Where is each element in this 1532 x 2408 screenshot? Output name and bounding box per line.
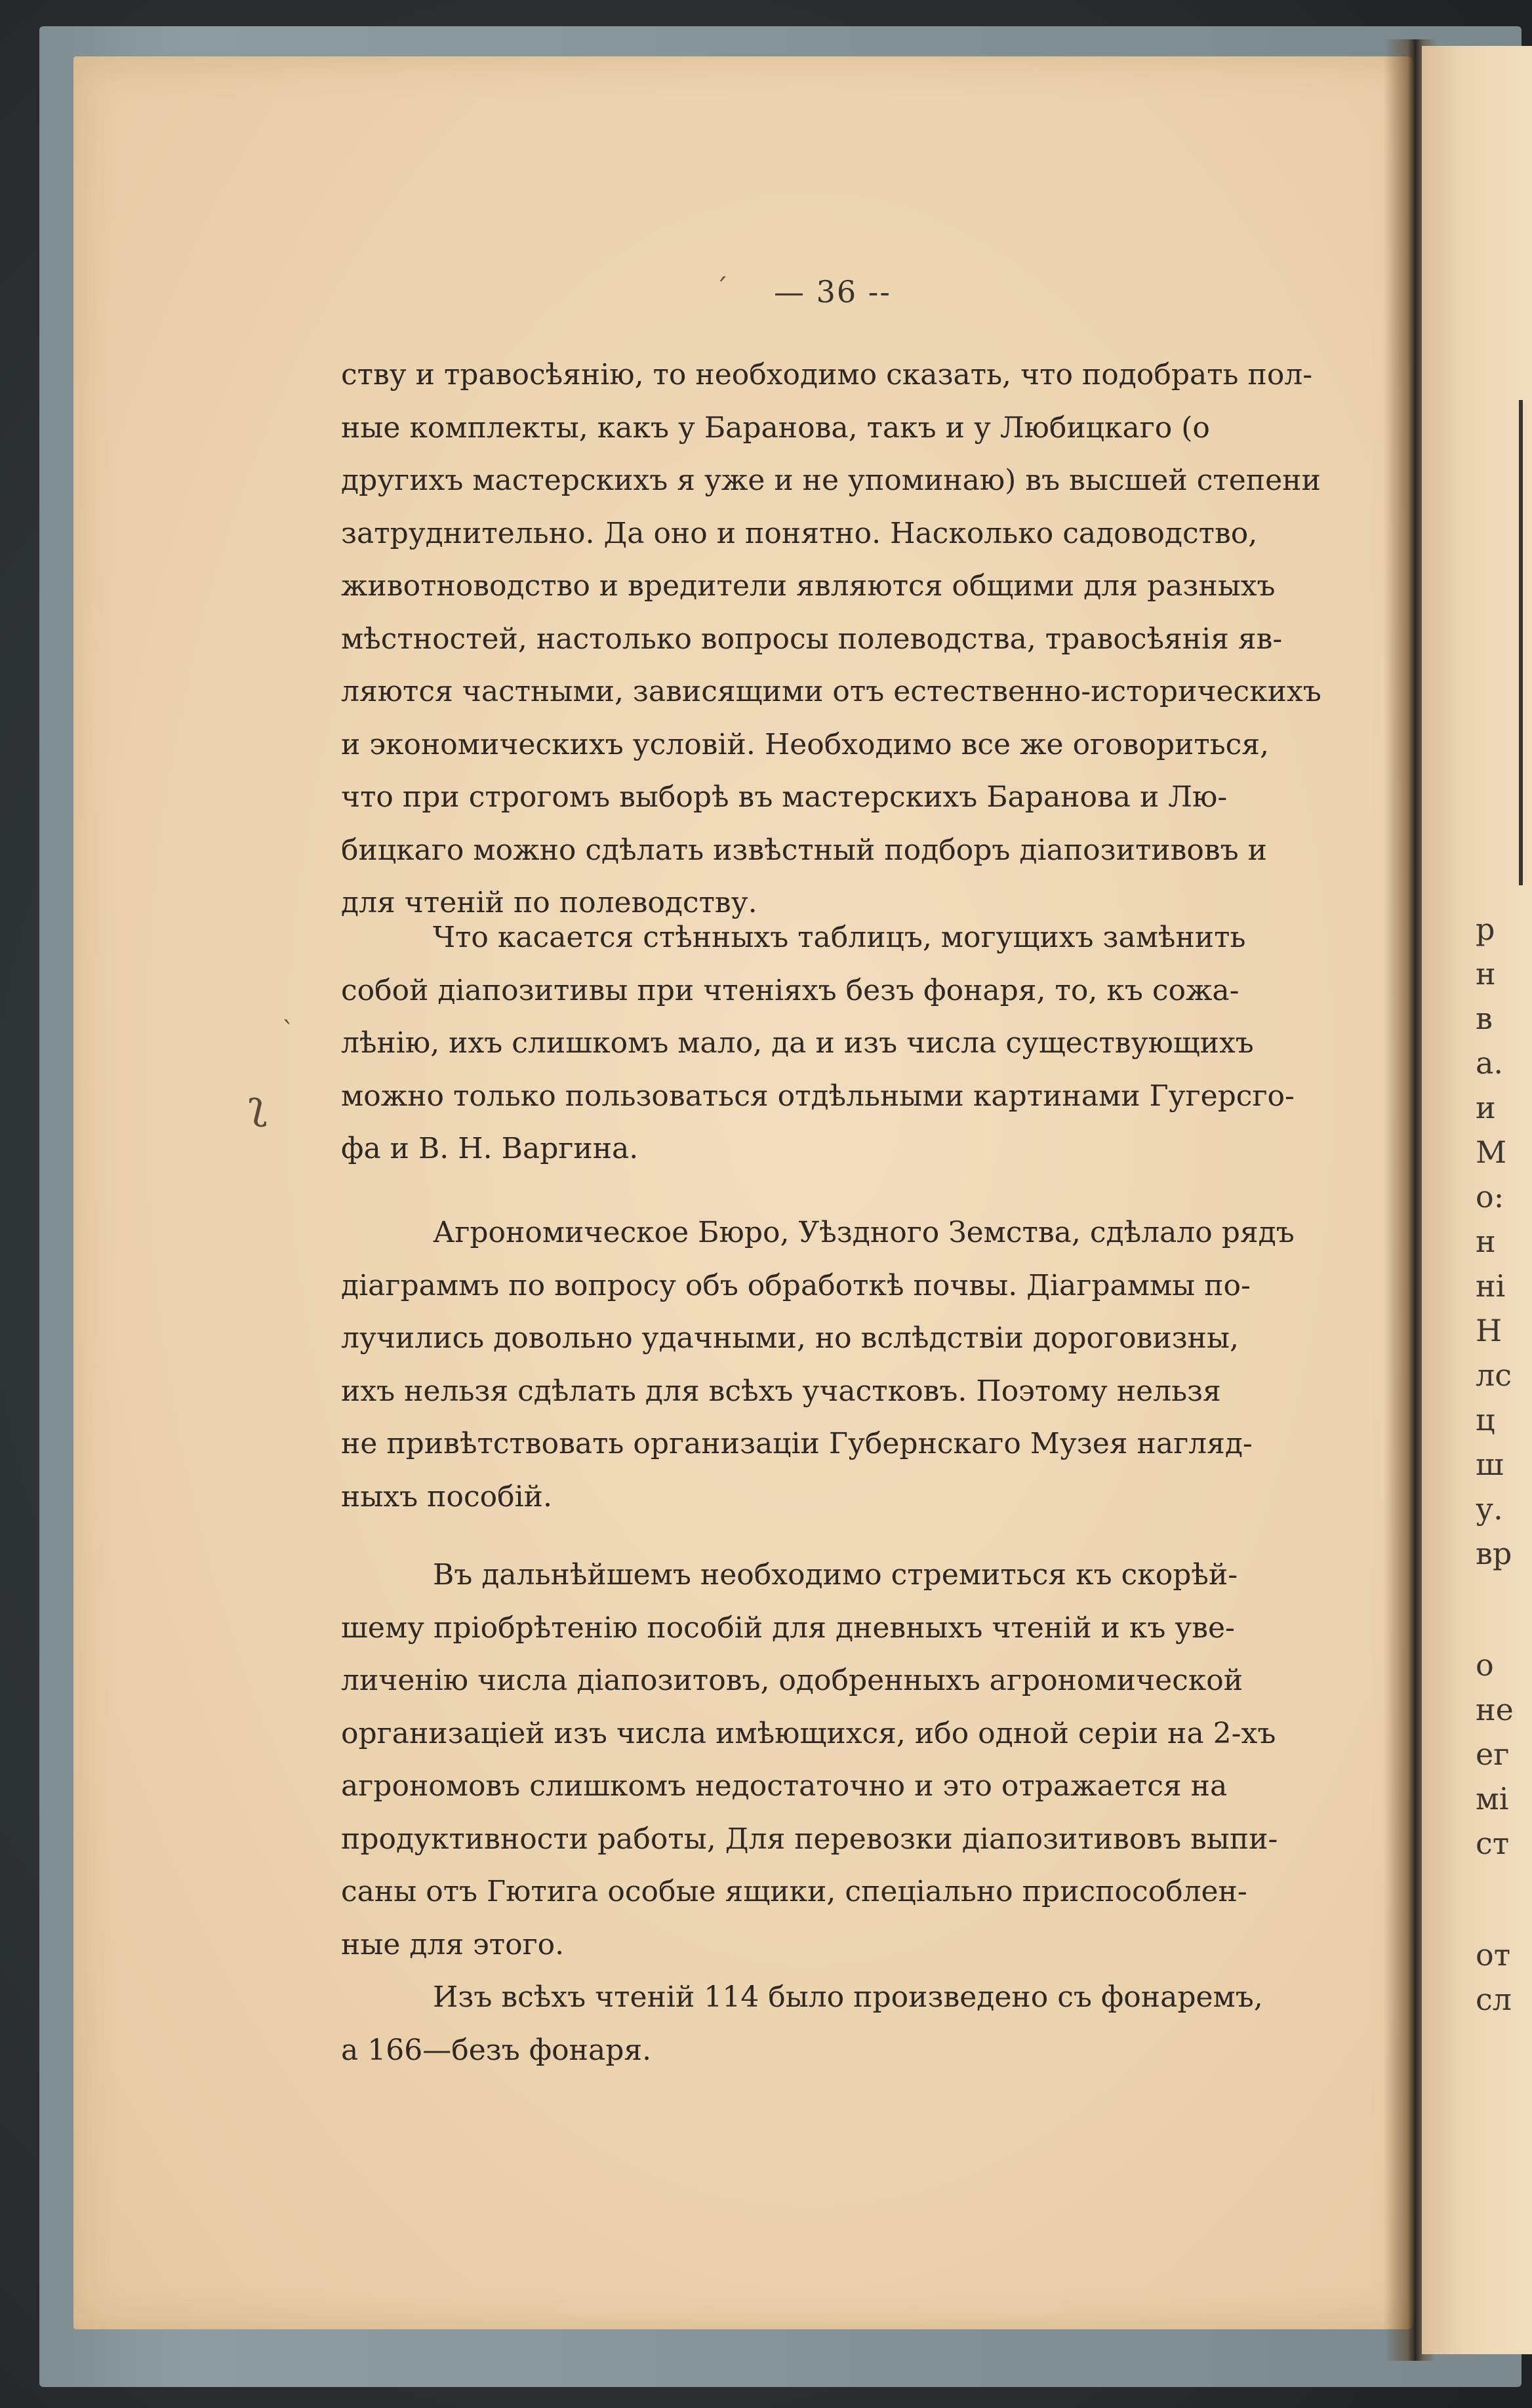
text-line: саны отъ Гютига особые ящики, спеціально приспособлен-	[341, 1875, 1247, 1908]
next-page-fragment: о	[1476, 1647, 1494, 1683]
next-page-fragment: ег	[1476, 1736, 1510, 1772]
next-page-fragment: сл	[1476, 1982, 1512, 2017]
stray-mark: ˊ	[715, 274, 728, 304]
text-line: фа и В. Н. Варгина.	[341, 1132, 639, 1165]
text-line: затруднительно. Да оно и понятно. Насколько садоводство,	[341, 516, 1258, 550]
next-page-fragment: ст	[1476, 1826, 1510, 1861]
text-line: можно только пользоваться отдѣльными картинами Гугерсго-	[341, 1079, 1295, 1113]
next-page-fragment: лс	[1476, 1357, 1512, 1393]
next-page-fragment: ш	[1476, 1447, 1504, 1482]
text-line: другихъ мастерскихъ я уже и не упоминаю) въ высшей степени	[341, 464, 1321, 497]
text-line: что при строгомъ выборѣ въ мастерскихъ Баранова и Лю-	[341, 780, 1228, 814]
next-page-fragment: р	[1476, 912, 1495, 947]
next-page-fragment: от	[1476, 1937, 1511, 1973]
text-line: ляются частными, зависящими отъ естественно-историческихъ	[341, 675, 1321, 708]
text-line: личенію числа діапозитовъ, одобренныхъ агрономической	[341, 1664, 1243, 1697]
next-page-fragment: мі	[1476, 1781, 1509, 1816]
stray-mark: ʅ	[248, 1082, 268, 1128]
next-page-rule	[1519, 400, 1523, 885]
page-number: — 36 --	[774, 274, 891, 310]
text-line: мѣстностей, настолько вопросы полеводства, травосѣянія яв-	[341, 622, 1283, 656]
text-line: Изъ всѣхъ чтеній 114 было произведено съ фонаремъ,	[433, 1980, 1263, 2014]
next-page-fragment: и	[1476, 1090, 1496, 1125]
next-page-fragment: о:	[1476, 1179, 1504, 1214]
next-page-fragment: н	[1476, 1224, 1496, 1259]
next-page-fragment: у.	[1476, 1491, 1503, 1527]
text-line: ству и травосѣянію, то необходимо сказать, что подобрать пол-	[341, 358, 1313, 391]
text-line: Что касается стѣнныхъ таблицъ, могущихъ замѣнить	[433, 921, 1246, 954]
next-page-fragment: ні	[1476, 1268, 1506, 1304]
text-line: а 166—безъ фонаря.	[341, 2033, 652, 2067]
text-line: шему пріобрѣтенію пособій для дневныхъ чтеній и къ уве-	[341, 1611, 1235, 1645]
text-line: Въ дальнѣйшемъ необходимо стремиться къ скорѣй-	[433, 1558, 1238, 1592]
text-line: и экономическихъ условій. Необходимо все же оговориться,	[341, 727, 1270, 761]
text-line: продуктивности работы, Для перевозки діапозитивовъ выпи-	[341, 1822, 1278, 1856]
text-line: организаціей изъ числа имѣющихся, ибо одной серіи на 2-хъ	[341, 1716, 1276, 1750]
text-line: не привѣтствовать организаціи Губернскаго Музея нагляд-	[341, 1427, 1253, 1460]
next-page-fragment: вр	[1476, 1536, 1512, 1571]
paragraph-1	[341, 349, 1344, 930]
paragraph-5	[341, 1971, 1344, 2077]
next-page-fragment: ц	[1476, 1402, 1495, 1437]
text-line: діаграммъ по вопросу объ обработкѣ почвы. Діаграммы по-	[341, 1268, 1251, 1302]
text-line: агрономовъ слишкомъ недостаточно и это отражается на	[341, 1769, 1228, 1803]
text-line: ныхъ пособій.	[341, 1479, 552, 1514]
paragraph-3	[341, 1207, 1344, 1523]
text-line: животноводство и вредители являются общими для разныхъ	[341, 569, 1276, 603]
text-line: Агрономическое Бюро, Уѣздного Земства, сдѣлало рядъ	[433, 1216, 1295, 1249]
next-page-fragment: не	[1476, 1692, 1514, 1727]
next-page-fragment: М	[1476, 1134, 1507, 1170]
text-line: для чтеній по полеводству.	[341, 886, 757, 919]
text-line: собой діапозитивы при чтеніяхъ безъ фонаря, то, къ сожа-	[341, 973, 1240, 1007]
next-page-fragment: а.	[1476, 1045, 1504, 1081]
paragraph-2	[341, 912, 1344, 1176]
text-line: бицкаго можно сдѣлать извѣстный подборъ діапозитивовъ и	[341, 833, 1267, 867]
text-line: лучились довольно удачными, но вслѣдствіи дороговизны,	[341, 1321, 1239, 1355]
text-line: ные для этого.	[341, 1927, 565, 1961]
paragraph-4	[341, 1549, 1344, 1971]
text-line: лѣнію, ихъ слишкомъ мало, да и изъ числа существующихъ	[341, 1026, 1254, 1060]
next-page-fragment: в	[1476, 1001, 1493, 1036]
text-line: ихъ нельзя сдѣлать для всѣхъ участковъ. Поэтому нельзя	[341, 1374, 1221, 1408]
next-page-fragment: Н	[1476, 1313, 1502, 1348]
text-line: ные комплекты, какъ у Баранова, такъ и у Любицкаго (о	[341, 411, 1210, 445]
next-page-fragment: н	[1476, 956, 1496, 992]
stray-mark: ˋ	[282, 1016, 294, 1045]
